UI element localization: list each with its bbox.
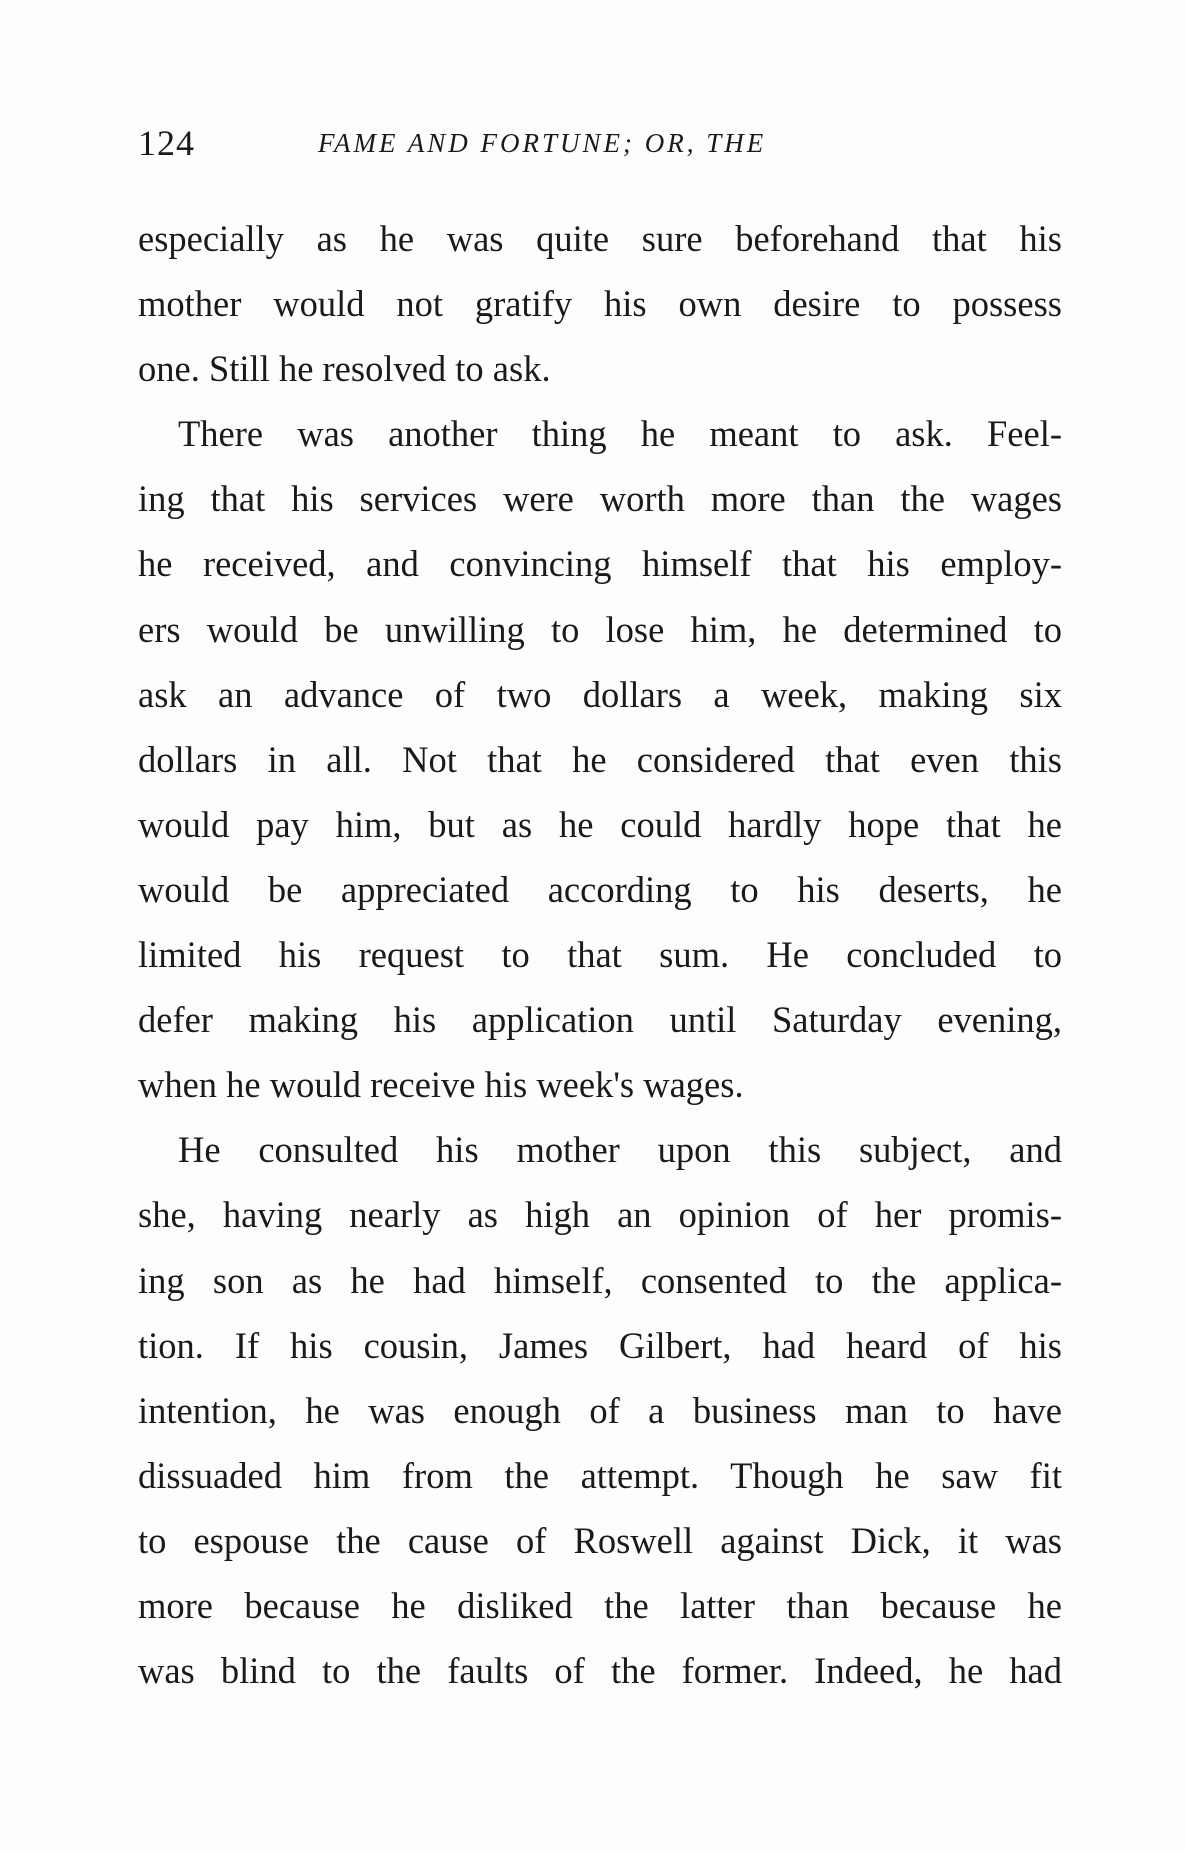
text-line: mother would not gratify his own desire to possess xyxy=(138,283,1062,325)
text-line: intention, he was enough of a business man to have xyxy=(138,1389,1062,1431)
text-line: ask an advance of two dollars a week, making six xyxy=(138,673,1062,715)
text-line: He consulted his mother upon this subject, and xyxy=(178,1129,1062,1171)
text-line: ing son as he had himself, consented to the applica- xyxy=(138,1259,1062,1301)
text-line: she, having nearly as high an opinion of her promis- xyxy=(138,1194,1062,1236)
text-line: more because he disliked the latter than because he xyxy=(138,1584,1062,1626)
text-line: would pay him, but as he could hardly hope that he xyxy=(138,803,1062,845)
text-line: would be appreciated according to his deserts, he xyxy=(138,868,1062,910)
text-line: one. Still he resolved to ask. xyxy=(138,348,551,390)
text-line: dissuaded him from the attempt. Though he saw fit xyxy=(138,1454,1062,1496)
text-line: he received, and convincing himself that his employ- xyxy=(138,543,1062,585)
text-line: ing that his services were worth more than the wages xyxy=(138,478,1062,520)
running-head xyxy=(138,118,1068,168)
text-line: when he would receive his week's wages. xyxy=(138,1064,744,1106)
text-line: to espouse the cause of Roswell against Dick, it was xyxy=(138,1519,1062,1561)
text-line: especially as he was quite sure beforehand that his xyxy=(138,218,1062,259)
text-line: tion. If his cousin, James Gilbert, had heard of his xyxy=(138,1324,1062,1366)
paragraph xyxy=(138,206,1062,401)
text-line: dollars in all. Not that he considered that even this xyxy=(138,738,1062,780)
body-text xyxy=(138,206,1062,1703)
text-line: limited his request to that sum. He concluded to xyxy=(138,934,1062,976)
text-line: defer making his application until Saturday evening, xyxy=(138,999,1062,1041)
page-number: 124 xyxy=(138,123,195,163)
text-line: ers would be unwilling to lose him, he determined to xyxy=(138,608,1062,650)
text-line: There was another thing he meant to ask. Feel- xyxy=(178,413,1062,455)
paragraph xyxy=(138,1117,1062,1703)
text-line: was blind to the faults of the former. Indeed, he had xyxy=(138,1650,1062,1692)
paragraph xyxy=(138,401,1062,1117)
running-title: FAME AND FORTUNE; OR, THE xyxy=(318,128,767,158)
